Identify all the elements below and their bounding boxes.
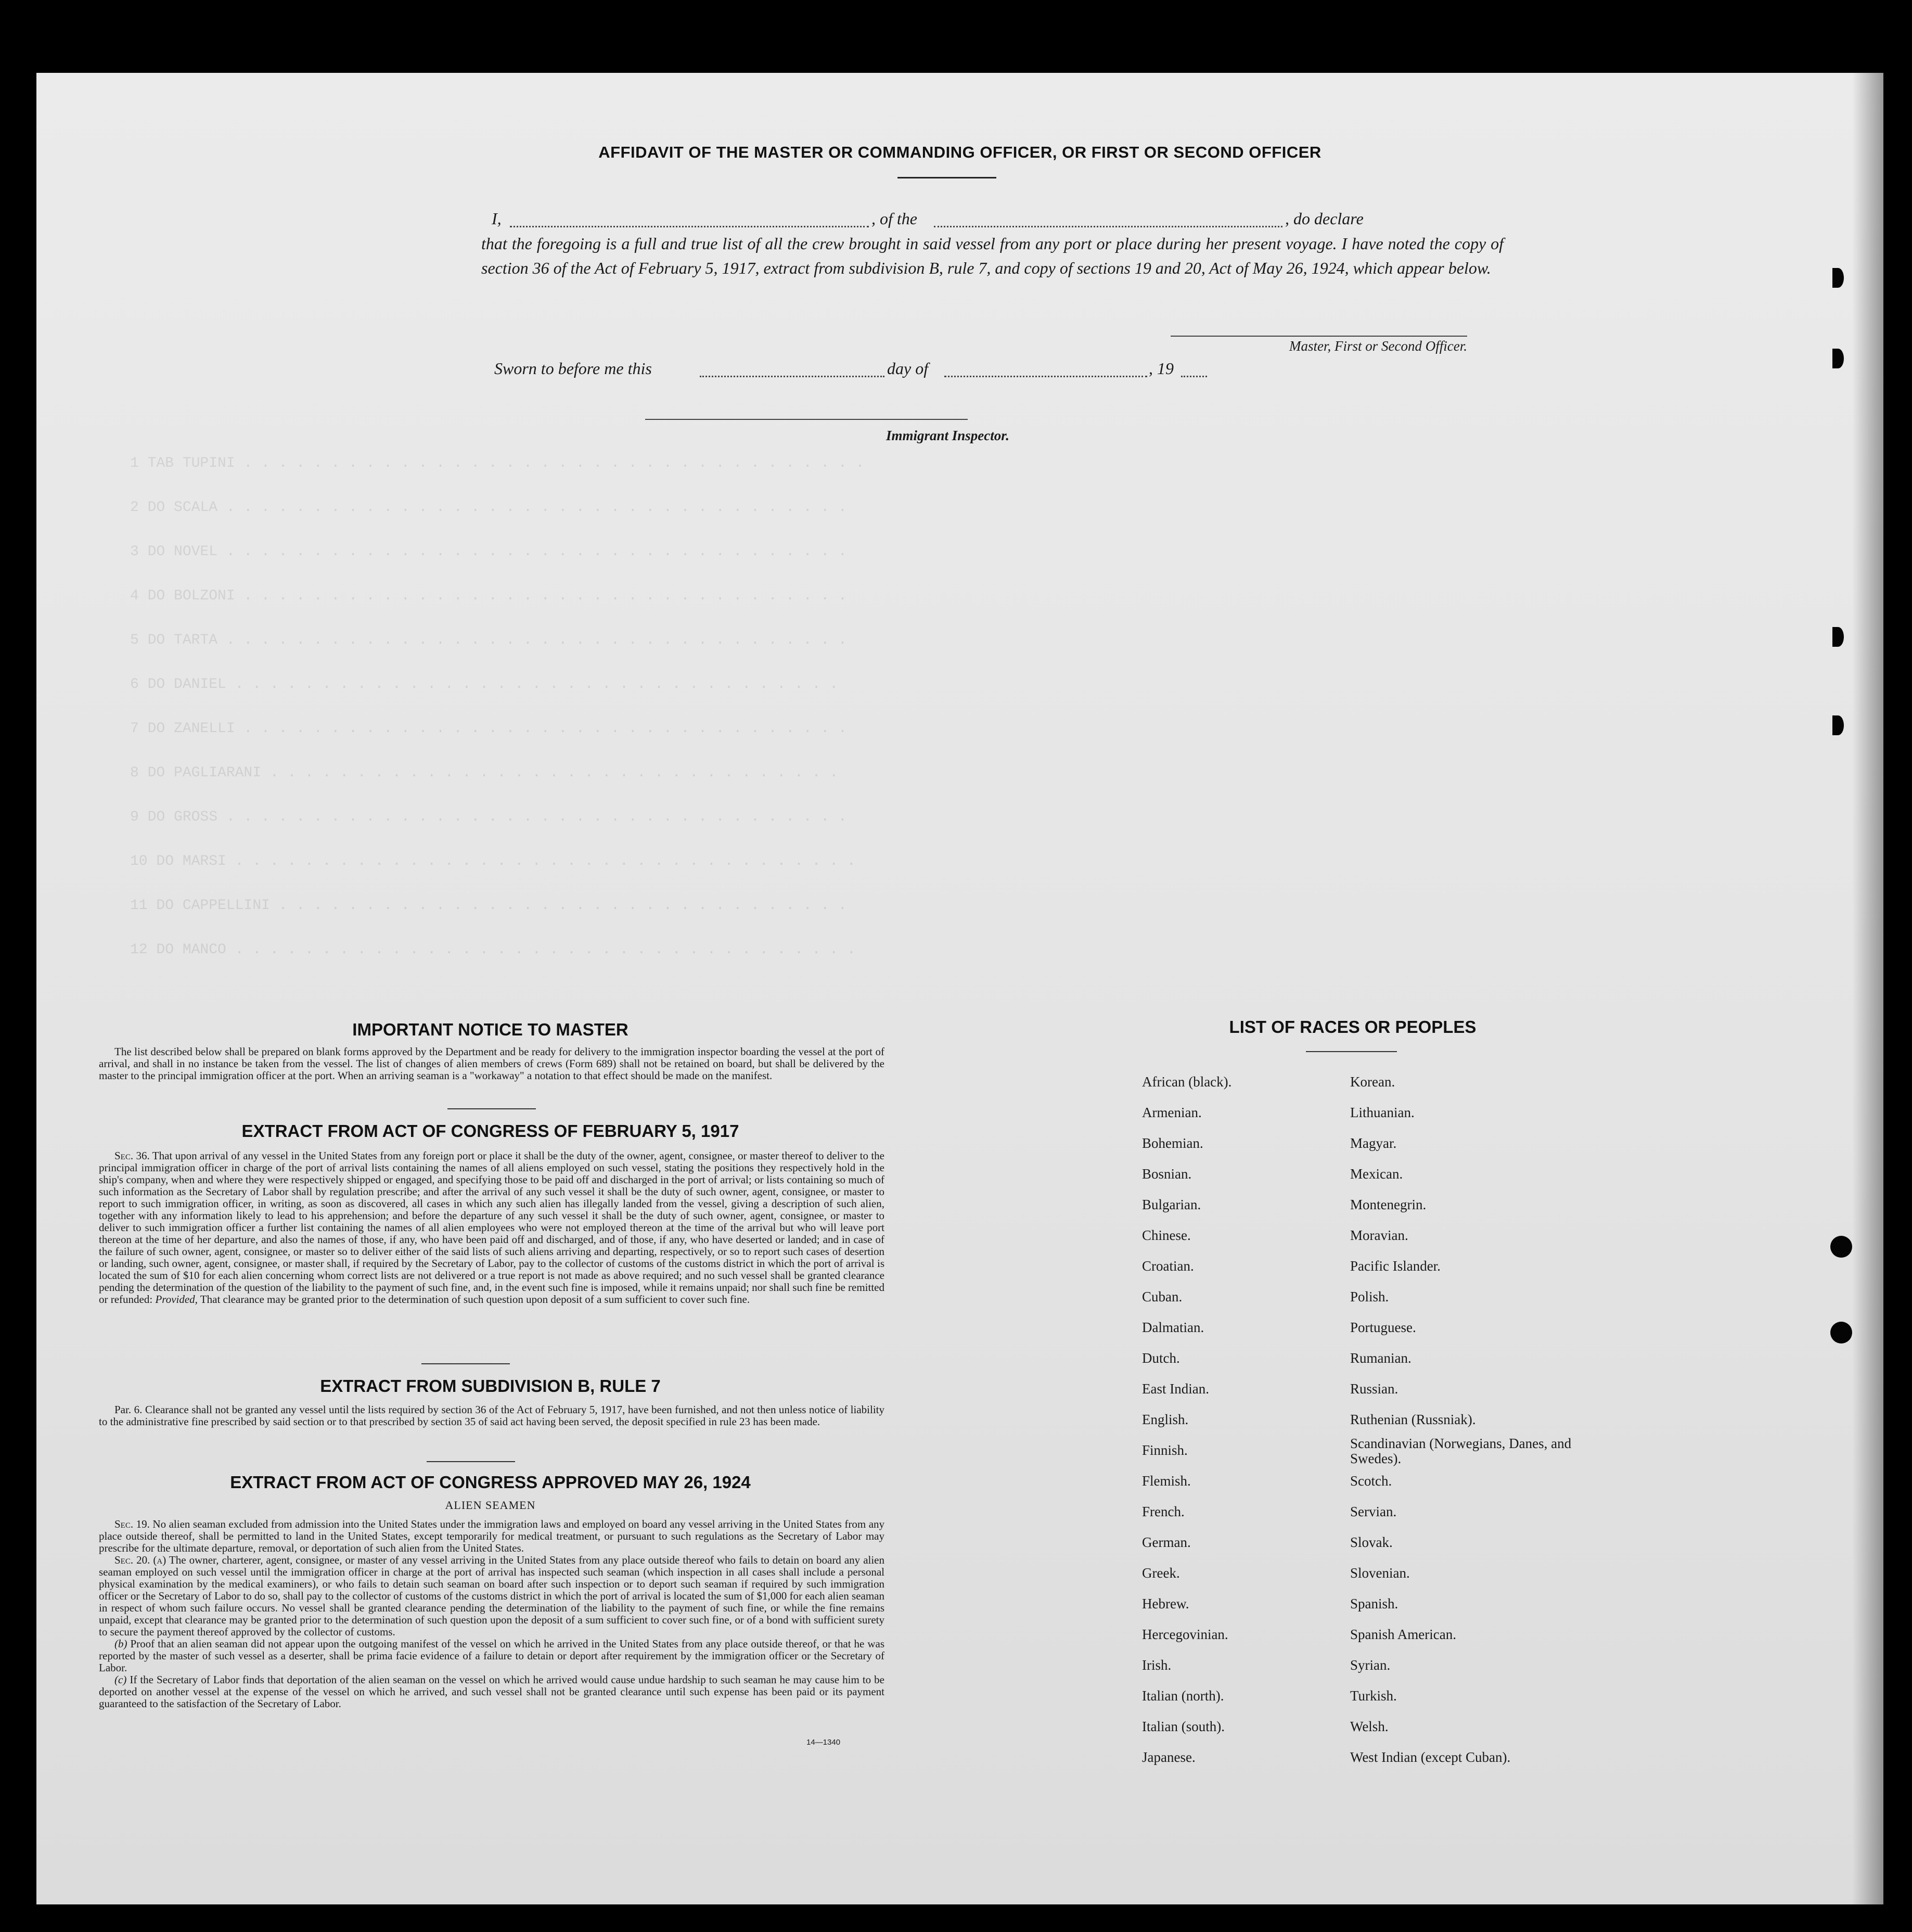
sworn-year-prefix: , 19	[1149, 359, 1174, 378]
sec-19-body: No alien seaman excluded from admission into the United States under the immigration laws and employed on board any vessel arriving in the United States from any place outside thereof, shall be permitted to land in the United States, except temporarily for medical treatment, or pursuant to such regulations as the Secretary of Labor may prescribe for the ultimate departure, removal, or deportation of such alien from the United States.	[99, 1518, 885, 1554]
race-item: Spanish.	[1350, 1596, 1398, 1611]
race-item: Italian (north).	[1142, 1688, 1224, 1704]
inspector-caption: Immigrant Inspector.	[886, 428, 1009, 443]
races-heading-rule	[1306, 1051, 1397, 1052]
race-item: Ruthenian (Russniak).	[1350, 1412, 1476, 1427]
race-item: Polish.	[1350, 1289, 1389, 1304]
punch-hole-icon	[1832, 715, 1844, 735]
sec-20c-body: If the Secretary of Labor finds that deportation of the alien seaman on the vessel on which he arrived would cause undue hardship to such seaman he may cause him to be deported on another vessel at the expense of the vessel on which he arrived, and such vessel shall not be granted clearance until such expense has been paid or its payment guaranteed to the satisfaction of the Secretary of Labor.	[99, 1673, 884, 1710]
race-item: Bulgarian.	[1142, 1197, 1201, 1212]
race-item: Hebrew.	[1142, 1596, 1189, 1611]
punch-hole-icon	[1832, 349, 1844, 368]
races-heading: LIST OF RACES OR PEOPLES	[1229, 1017, 1477, 1037]
race-item: Scandinavian (Norwegians, Danes, and Swedes).	[1350, 1436, 1572, 1466]
affidavit-heading: AFFIDAVIT OF THE MASTER OR COMMANDING OFFICER, OR FIRST OR SECOND OFFICER	[598, 143, 1321, 161]
sworn-day-of: day of	[887, 359, 929, 378]
extract-1917-text	[99, 1150, 884, 1306]
race-item: Italian (south).	[1142, 1719, 1225, 1734]
subdivision-text	[99, 1404, 884, 1428]
par-6-label: Par. 6.	[114, 1403, 143, 1416]
race-item: Magyar.	[1350, 1135, 1397, 1151]
race-item: Lithuanian.	[1350, 1105, 1415, 1120]
race-item: Servian.	[1350, 1504, 1397, 1519]
race-item: Mexican.	[1350, 1166, 1403, 1182]
sworn-month-blank[interactable]	[944, 376, 1147, 377]
sec-20b-label: (b)	[114, 1637, 127, 1650]
proviso-body: That clearance may be granted prior to the determination of such question upon deposit of a sum sufficient to cover such fine.	[200, 1293, 750, 1306]
race-item: Hercegovinian.	[1142, 1627, 1228, 1642]
master-signature-caption: Master, First or Second Officer.	[1289, 338, 1467, 354]
race-item: Moravian.	[1350, 1227, 1408, 1243]
sec-19-label: Sec. 19.	[114, 1518, 150, 1530]
vessel-prefix: , of the	[871, 209, 917, 228]
affidavit-declaration-line	[458, 209, 1498, 232]
race-item: West Indian (except Cuban).	[1350, 1749, 1511, 1765]
page-edge-shadow	[1852, 73, 1883, 1904]
punch-hole-icon	[1830, 1236, 1852, 1258]
race-item: Portuguese.	[1350, 1320, 1416, 1335]
punch-hole-icon	[1832, 268, 1844, 288]
race-item: Cuban.	[1142, 1289, 1183, 1304]
declarant-name-blank[interactable]	[510, 226, 869, 227]
punch-hole-icon	[1832, 627, 1844, 647]
punch-hole-icon	[1830, 1322, 1852, 1344]
notice-divider	[447, 1108, 536, 1109]
race-item: Pacific Islander.	[1350, 1258, 1441, 1274]
races-left-column	[1142, 1067, 1345, 1773]
race-item: Slovak.	[1350, 1534, 1393, 1550]
declarant-prefix: I,	[492, 209, 502, 228]
race-item: Bohemian.	[1142, 1135, 1203, 1151]
sec-20-label: Sec. 20. (a)	[114, 1554, 166, 1566]
affidavit-body: that the foregoing is a full and true list of all the crew brought in said vessel from any port or place during her present voyage. I have noted the copy of section 36 of the Act of February 5, 1917, extract from subdivision B, rule 7, and copy of sections 19 and 20, Act of May 26, 1924, which appear below.	[481, 234, 1504, 277]
par-6-body: Clearance shall not be granted any vessel until the lists required by section 36 of the Act of February 5, 1917, have been furnished, and not then unless notice of liability to the administrative fine prescribed by said section or to that prescribed by section 35 of said act having been served, the deposit specified in rule 23 has been made.	[99, 1403, 885, 1428]
race-item: East Indian.	[1142, 1381, 1209, 1397]
extract-1917-heading: EXTRACT FROM ACT OF CONGRESS OF FEBRUARY 5, 1917	[241, 1121, 739, 1141]
inspector-signature-line[interactable]	[645, 419, 968, 420]
sworn-day-blank[interactable]	[700, 376, 884, 377]
race-item: Montenegrin.	[1350, 1197, 1427, 1212]
alien-seamen-subheading: ALIEN SEAMEN	[445, 1499, 536, 1512]
sworn-line	[494, 359, 1275, 382]
sworn-prefix: Sworn to before me this	[494, 359, 652, 378]
extract-1924-heading: EXTRACT FROM ACT OF CONGRESS APPROVED MAY 26, 1924	[230, 1473, 751, 1492]
races-right-column	[1350, 1067, 1595, 1773]
race-item: English.	[1142, 1412, 1189, 1427]
section-36-label: Sec. 36.	[114, 1149, 150, 1162]
race-item: Dalmatian.	[1142, 1320, 1204, 1335]
race-item: Slovenian.	[1350, 1565, 1410, 1581]
extract-1917-divider	[421, 1363, 510, 1364]
race-item: Croatian.	[1142, 1258, 1194, 1274]
master-signature-line[interactable]	[1171, 336, 1467, 337]
race-item: German.	[1142, 1534, 1191, 1550]
race-item: Welsh.	[1350, 1719, 1389, 1734]
race-item: Chinese.	[1142, 1227, 1191, 1243]
race-item: Armenian.	[1142, 1105, 1202, 1120]
subdivision-divider	[427, 1461, 515, 1462]
notice-text: The list described below shall be prepared on blank forms approved by the Department and be ready for delivery to the immigration inspector boarding the vessel at the port of arrival, and shall in no instance be taken from the vessel. The list of changes of alien members of crews (Form 689) shall not be retained on board, but shall be delivered by the master to the principal immigration officer at the port. When an arriving seaman is a "workaway" a notation to that effect should be made on the manifest.	[99, 1045, 884, 1082]
notice-heading: IMPORTANT NOTICE TO MASTER	[352, 1020, 628, 1039]
race-item: Korean.	[1350, 1074, 1395, 1090]
section-36-body: That upon arrival of any vessel in the United States from any foreign port or place it shall be the duty of the owner, agent, consignee, or master thereof to deliver to the principal immigration officer in charge of the port of arrival lists containing the names of all aliens employed on such vessel, stating the positions they respectively hold in the ship's company, when and where they were respectively shipped or engaged, and specifying those to be paid off and discharged in the port of arrival; or lists containing so much of such information as the Secretary of Labor shall by regulation prescribe; and after the arrival of any such vessel it shall be the duty of such owner, agent, consignee, or master to report to such immigration officer, in writing, as soon as discovered, all cases in which any such alien has illegally landed from the vessel, giving a description of such alien, together with any information likely to lead to his apprehension; and before the departure of any such vessel it shall be the duty of such owner, agent, consignee, or master to deliver to such immigration officer a further list containing the names of all alien employees who were not employed thereon at the time of the arrival but who will leave port thereon at the time of her departure, and also the names of those, if any, who have been paid off and discharged, and of those, if any, who have deserted or landed; and in case of the failure of such owner, agent, consignee, or master so to deliver either of the said lists of such aliens arriving and departing, respectively, or so to report such cases of desertion or landing, such owner, agent, consignee, or master shall, if required by the Secretary of Labor, pay to the collector of customs of the customs district in which the port of arrival is located the sum of $10 for each alien concerning whom correct lists are not delivered or a true report is not made as above required; and no such vessel shall be granted clearance pending the determination of the question of the liability to the payment of such fine, and, in the event such fine is imposed, while it remains unpaid; nor shall such fine be remitted or refunded:	[99, 1149, 884, 1306]
extract-1924-text	[99, 1518, 884, 1710]
race-item: Flemish.	[1142, 1473, 1191, 1489]
subdivision-heading: EXTRACT FROM SUBDIVISION B, RULE 7	[320, 1376, 661, 1396]
vessel-name-blank[interactable]	[934, 226, 1282, 227]
proviso-label: Provided,	[155, 1293, 198, 1306]
declare-suffix: , do declare	[1285, 209, 1364, 228]
race-item: African (black).	[1142, 1074, 1232, 1090]
affidavit-heading-rule	[897, 177, 996, 178]
sworn-year-blank[interactable]	[1181, 376, 1207, 377]
sec-20a-body: The owner, charterer, agent, consignee, or master of any vessel arriving in the United States from any place outside thereof who fails to detain on board any alien seaman employed on such vessel until the immigration officer in charge at the port of arrival has inspected such seaman (which inspection in all cases shall include a personal physical examination by the medical examiners), or who fails to detain such seaman on board after such inspection or to deport such seaman if required by such immigration officer or the Secretary of Labor to do so, shall pay to the collector of customs of the customs district in which the port of arrival is located the sum of $1,000 for each alien seaman in respect of whom such failure occurs. No vessel shall be granted clearance pending the determination of the liability to the payment of such fine, or while the fine remains unpaid, except that clearance may be granted prior to the determination of such question upon the deposit of a sum sufficient to cover such fine, or of a bond with sufficient surety to secure the payment thereof approved by the collector of customs.	[99, 1554, 885, 1638]
race-item: French.	[1142, 1504, 1185, 1519]
document-page	[36, 73, 1883, 1904]
race-item: Rumanian.	[1350, 1350, 1411, 1366]
race-item: Russian.	[1350, 1381, 1398, 1397]
race-item: Greek.	[1142, 1565, 1180, 1581]
race-item: Bosnian.	[1142, 1166, 1192, 1182]
sec-20c-label: (c)	[114, 1673, 127, 1686]
sec-20b-body: Proof that an alien seaman did not appear upon the outgoing manifest of the vessel on which he arrived in the United States from any place outside thereof, or that he was reported by the master of such vessel as a deserter, shall be prima facie evidence of a failure to detain or deport after requirement by the immigration officer or the Secretary of Labor.	[99, 1637, 885, 1674]
race-item: Scotch.	[1350, 1473, 1392, 1489]
bleed-through-background: 1 TAB TUPINI . . . . . . . . . . . . . . . . . . . . . . . . . . . . . . . . . . . . 2 DO SCALA . . . . . . . . . . . . . . . . . . . . . . . . . . . . . . . . . . . . 3 DO NOVEL . . . . . . . . . . . . . . . . . . . . . . . . . . . . . . . . . . . . 4 DO BOLZONI . . . . . . . . . . . . . . . . . . . . . . . . . . . . . . . . . . . 5 DO TARTA . . . . . . . . . . . . . . . . . . . . . . . . . . . . . . . . . . . . 6 DO DANIEL . . . . . . . . . . . . . . . . . . . . . . . . . . . . . . . . . . . 7 DO ZANELLI . . . . . . . . . . . . . . . . . . . . . . . . . . . . . . . . . . . 8 DO PAGLIARANI . . . . . . . . . . . . . . . . . . . . . . . . . . . . . . . . . 9 DO GROSS . . . . . . . . . . . . . . . . . . . . . . . . . . . . . . . . . . . . 10 DO MARSI . . . . . . . . . . . . . . . . . . . . . . . . . . . . . . . . . . . . 11 DO CAPPELLINI . . . . . . . . . . . . . . . . . . . . . . . . . . . . . . . . . 12 DO MANCO . . . . . . . . . . . . . . . . . . . . . . . . . . . . . . . . . . . .	[130, 455, 865, 958]
race-item: Irish.	[1142, 1657, 1172, 1673]
form-number: 14—1340	[806, 1738, 841, 1747]
race-item: Japanese.	[1142, 1749, 1196, 1765]
race-item: Turkish.	[1350, 1688, 1397, 1704]
race-item: Finnish.	[1142, 1442, 1188, 1458]
race-item: Spanish American.	[1350, 1627, 1456, 1642]
race-item: Dutch.	[1142, 1350, 1180, 1366]
race-item: Syrian.	[1350, 1657, 1391, 1673]
